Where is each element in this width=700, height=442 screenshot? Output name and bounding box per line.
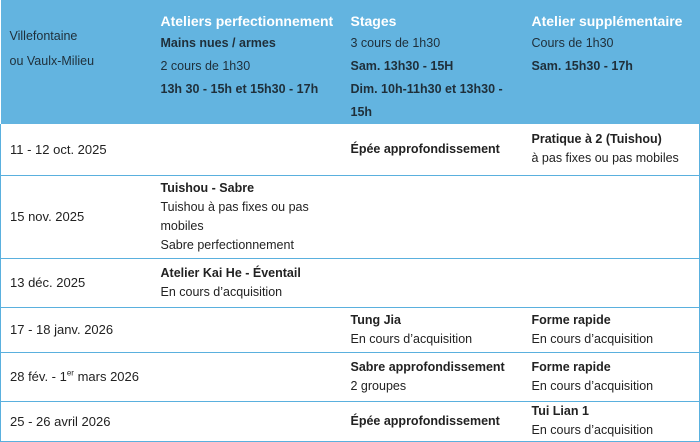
supp-cell — [527, 401, 700, 441]
atelier-subtitle-1: Tuishou à pas fixes ou pas — [160, 199, 309, 214]
date-cell: 17 - 18 janv. 2026 — [1, 307, 155, 352]
stages-line-2: Sam. 13h30 - 15H — [350, 59, 454, 73]
supp-title: Pratique à 2 (Tuishou) — [531, 132, 662, 147]
atelier-cell — [155, 258, 346, 307]
atelier-subtitle: En cours d’acquisition — [160, 284, 283, 299]
stage-cell — [346, 124, 527, 175]
ateliers-column-title: Ateliers perfectionnement — [160, 13, 334, 29]
header-location-cell — [1, 0, 155, 124]
date-part-2: mars 2026 — [73, 369, 140, 384]
stage-cell — [346, 352, 527, 401]
table-row — [1, 175, 700, 258]
stage-title: Sabre approfondissement — [350, 359, 505, 374]
supp-cell — [527, 352, 700, 401]
table-row — [1, 307, 700, 352]
location-line-1: Villefontaine — [9, 29, 78, 43]
stage-subtitle: En cours d’acquisition — [350, 331, 473, 346]
header-stages-cell — [346, 0, 527, 124]
date-cell — [1, 352, 155, 401]
date-cell: 11 - 12 oct. 2025 — [1, 124, 155, 175]
supp-subtitle: En cours d’acquisition — [531, 331, 654, 346]
ateliers-line-3: 13h 30 - 15h et 15h30 - 17h — [160, 82, 319, 96]
stage-cell — [346, 175, 527, 258]
supp-title: Forme rapide — [531, 312, 611, 327]
supp-cell — [527, 124, 700, 175]
stage-cell — [346, 307, 527, 352]
atelier-cell — [155, 175, 346, 258]
header-row — [1, 0, 700, 124]
date-cell: 13 déc. 2025 — [1, 258, 155, 307]
supp-title: Forme rapide — [531, 359, 611, 374]
supp-column-title: Atelier supplémentaire — [531, 13, 683, 29]
supp-line-1: Cours de 1h30 — [531, 36, 614, 50]
atelier-title: Atelier Kai He - Éventail — [160, 265, 301, 280]
stage-title: Tung Jia — [350, 312, 401, 327]
atelier-cell — [155, 124, 346, 175]
supp-subtitle: En cours d’acquisition — [531, 423, 654, 437]
supp-title: Tui Lian 1 — [531, 404, 589, 418]
stage-title: Épée approfondissement — [350, 413, 500, 428]
atelier-subtitle-3: Sabre perfectionnement — [160, 237, 294, 252]
header-supp-cell — [527, 0, 700, 124]
ateliers-line-1: Mains nues / armes — [160, 36, 276, 50]
ateliers-line-2: 2 cours de 1h30 — [160, 59, 251, 73]
header-ateliers-cell — [155, 0, 346, 124]
table-row — [1, 401, 700, 441]
atelier-cell — [155, 352, 346, 401]
atelier-cell — [155, 401, 346, 441]
table-row — [1, 124, 700, 175]
stage-subtitle: 2 groupes — [350, 378, 407, 393]
table-row — [1, 352, 700, 401]
supp-cell — [527, 307, 700, 352]
atelier-title: Tuishou - Sabre — [160, 180, 255, 195]
date-cell: 25 - 26 avril 2026 — [1, 401, 155, 441]
date-part-1: 28 fév. - 1 — [10, 369, 67, 384]
date-cell: 15 nov. 2025 — [1, 175, 155, 258]
supp-cell — [527, 175, 700, 258]
table-row — [1, 258, 700, 307]
stage-title: Épée approfondissement — [350, 141, 500, 156]
supp-subtitle: à pas fixes ou pas mobiles — [531, 151, 679, 166]
location-line-2: ou Vaulx-Milieu — [9, 54, 95, 68]
date-superscript: er — [66, 368, 74, 378]
stages-line-1: 3 cours de 1h30 — [350, 36, 441, 50]
atelier-subtitle-2: mobiles — [160, 218, 204, 233]
stages-line-3: Dim. 10h-11h30 et 13h30 - 15h — [350, 82, 503, 119]
stage-cell — [346, 401, 527, 441]
supp-cell — [527, 258, 700, 307]
stage-cell — [346, 258, 527, 307]
stages-column-title: Stages — [350, 13, 397, 29]
atelier-cell — [155, 307, 346, 352]
supp-subtitle: En cours d’acquisition — [531, 378, 654, 393]
supp-line-2: Sam. 15h30 - 17h — [531, 59, 633, 73]
